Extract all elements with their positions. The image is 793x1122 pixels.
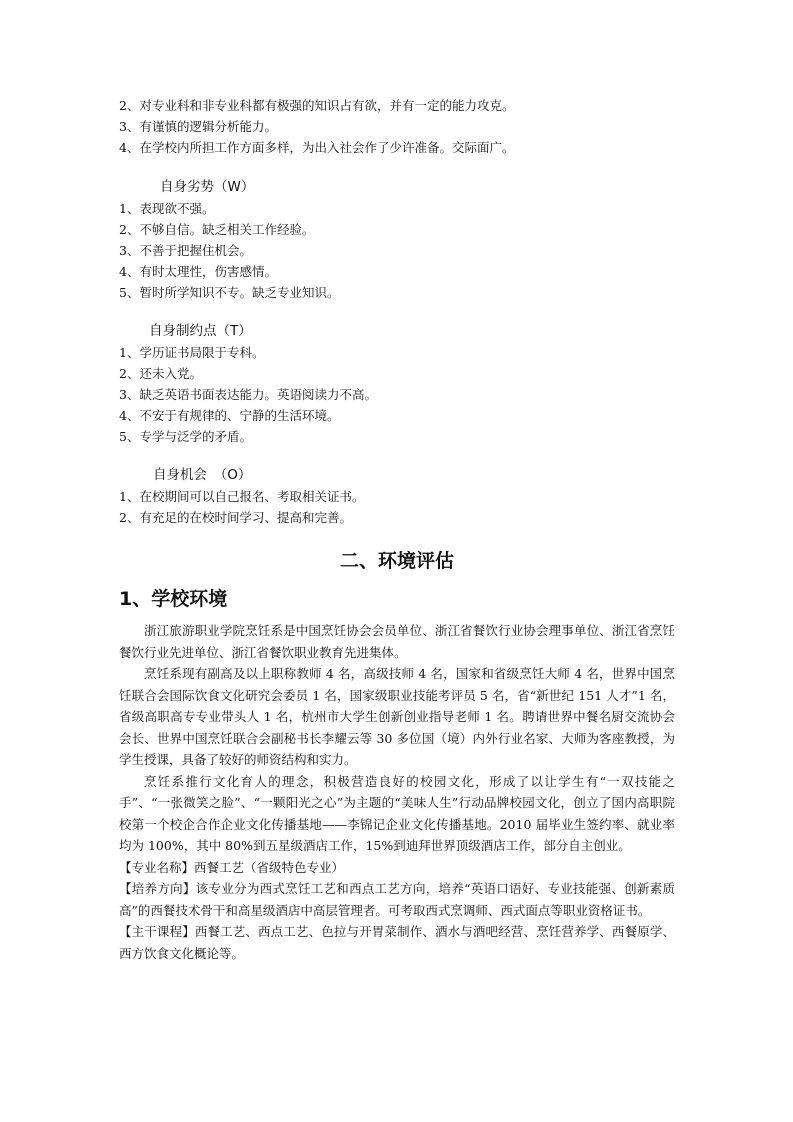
list-item: 4、在学校内所担工作方面多样，为出入社会作了少许准备。交际面广。: [119, 140, 515, 155]
weaknesses-heading: 自身劣势（W）: [160, 179, 255, 195]
list-item: 1、表现欲不强。: [119, 201, 215, 216]
list-item: 5、暂时所学知识不专。缺乏专业知识。: [119, 285, 340, 300]
list-item: 1、学历证书局限于专科。: [119, 345, 265, 360]
section-title: 二、环境评估: [339, 550, 454, 572]
paragraph: 烹饪系推行文化育人的理念，积极营造良好的校园文化，形成了以让学生有“一双技能之手”、“一张微笑之脸”、“一颗阳光之心”为主题的“美味人生”行动品牌校园文化，创立了国内高职院校第一个校企合作企业文化传播基地——李锦记企业文化传播基地。2010 届毕业生签约率、就业率均为 100%，其中 80%到五星级酒店工作，15%到迪拜世界顶级酒店工作，部分自主创业。: [119, 773, 675, 853]
list-item: 5、专学与泛学的矛盾。: [119, 429, 252, 444]
list-item: 2、不够自信。缺乏相关工作经验。: [119, 222, 315, 237]
training-direction: 【培养方向】该专业分为西式烹饪工艺和西点工艺方向，培养“英语口语好、专业技能强、创新素质高”的西餐技术骨干和高星级酒店中高层管理者。可考取西式烹调师、西式面点等职业资格证书。: [119, 881, 675, 918]
threats-heading: 自身制约点（T）: [149, 323, 252, 339]
subsection-title: 1、学校环境: [119, 588, 228, 610]
list-item: 3、有谨慎的逻辑分析能力。: [119, 119, 277, 134]
list-item: 2、有充足的在校时间学习、提高和完善。: [119, 510, 352, 525]
list-item: 2、对专业科和非专业科都有极强的知识占有欲，并有一定的能力攻克。: [119, 98, 515, 113]
main-courses: 【主干课程】西餐工艺、西点工艺、色拉与开胃菜制作、酒水与酒吧经营、烹饪营养学、西餐原学、西方饮食文化概论等。: [119, 924, 675, 961]
list-item: 4、不安于有规律的、宁静的生活环境。: [119, 408, 340, 423]
opportunities-heading: 自身机会 （O）: [153, 467, 252, 483]
paragraph: 浙江旅游职业学院烹饪系是中国烹饪协会会员单位、浙江省餐饮行业协会理事单位、浙江省烹饪餐饮行业先进单位、浙江省餐饮职业教育先进集体。: [119, 623, 675, 660]
list-item: 2、还未入党。: [119, 366, 202, 381]
weaknesses-list: [119, 198, 675, 303]
major-name: 【专业名称】西餐工艺（省级特色专业）: [119, 859, 345, 875]
list-item: 4、有时太理性，伤害感情。: [119, 264, 277, 279]
list-item: 1、在校期间可以自己报名、考取相关证书。: [119, 489, 365, 504]
strengths-list: [119, 95, 675, 158]
paragraph: 烹饪系现有副高及以上职称教师 4 名，高级技师 4 名，国家和省级烹饪大师 4 名，世界中国烹饪联合会国际饮食文化研究会委员 1 名，国家级职业技能考评员 5 名，省“新世纪 151 人才”1 名，省级高职高专专业带头人 1 名，杭州市大学生创新创业指导老师 1 名。聘请世界中餐名厨交流协会会长、世界中国烹饪联合会副秘书长李耀云等 30 多位国（境）内外行业名家、大师为客座教授，为学生授课，具备了较好的师资结构和实力。: [119, 666, 675, 767]
page-content: [119, 95, 675, 964]
list-item: 3、缺乏英语书面表达能力。英语阅读力不高。: [119, 387, 377, 402]
list-item: 3、不善于把握住机会。: [119, 243, 252, 258]
threats-list: [119, 342, 675, 447]
opportunities-list: [119, 486, 675, 528]
